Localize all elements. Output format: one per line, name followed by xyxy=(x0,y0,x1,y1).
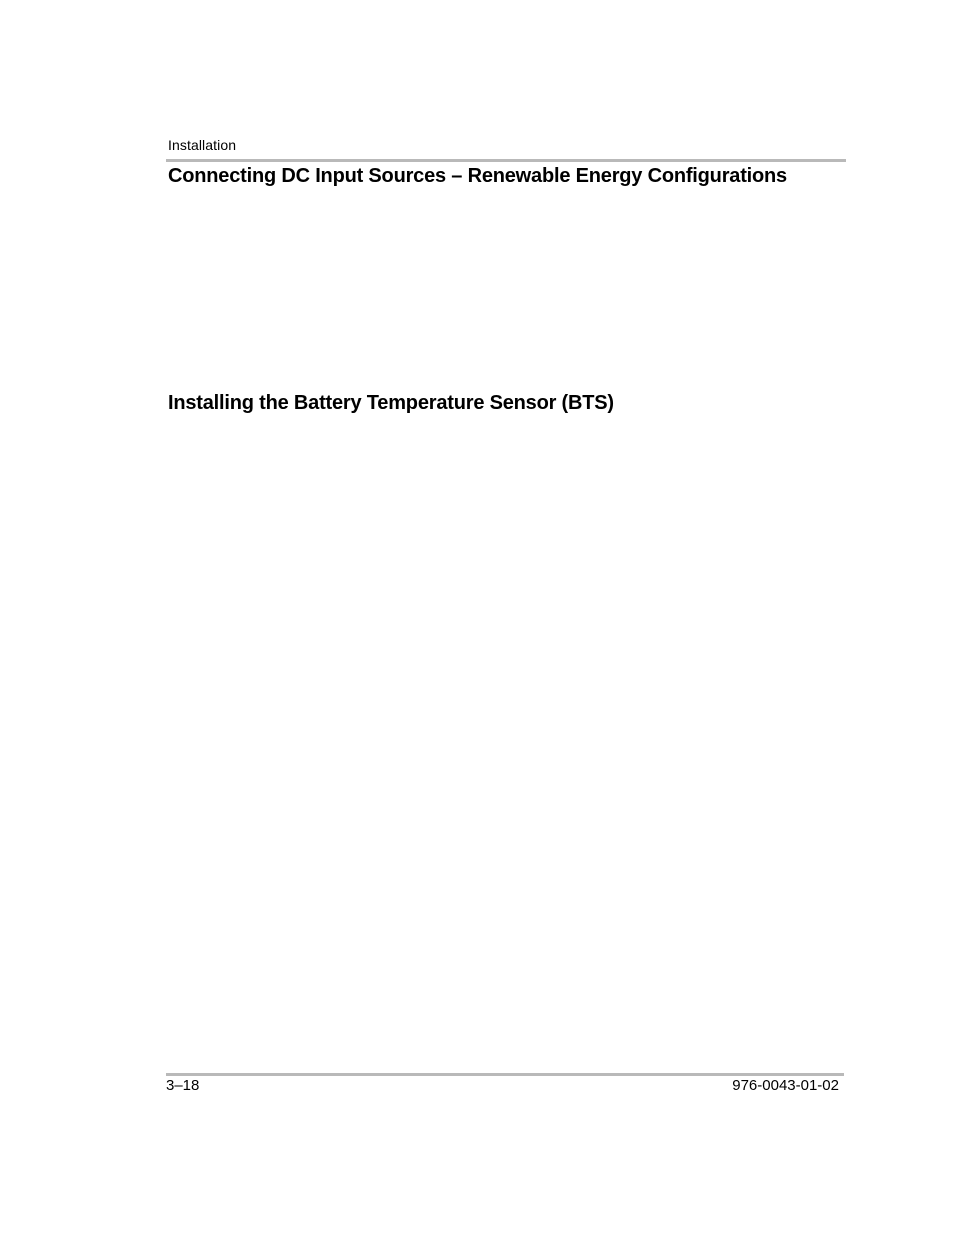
page-number: 3–18 xyxy=(166,1077,200,1094)
document-number: 976-0043-01-02 xyxy=(732,1077,839,1094)
header-rule xyxy=(166,159,846,162)
footer-rule xyxy=(166,1073,844,1076)
subsection-title: Installing the Battery Temperature Sensor (BTS) xyxy=(168,392,614,414)
running-header: Installation xyxy=(168,137,237,153)
section-title: Connecting DC Input Sources – Renewable Energy Configurations xyxy=(168,165,787,187)
